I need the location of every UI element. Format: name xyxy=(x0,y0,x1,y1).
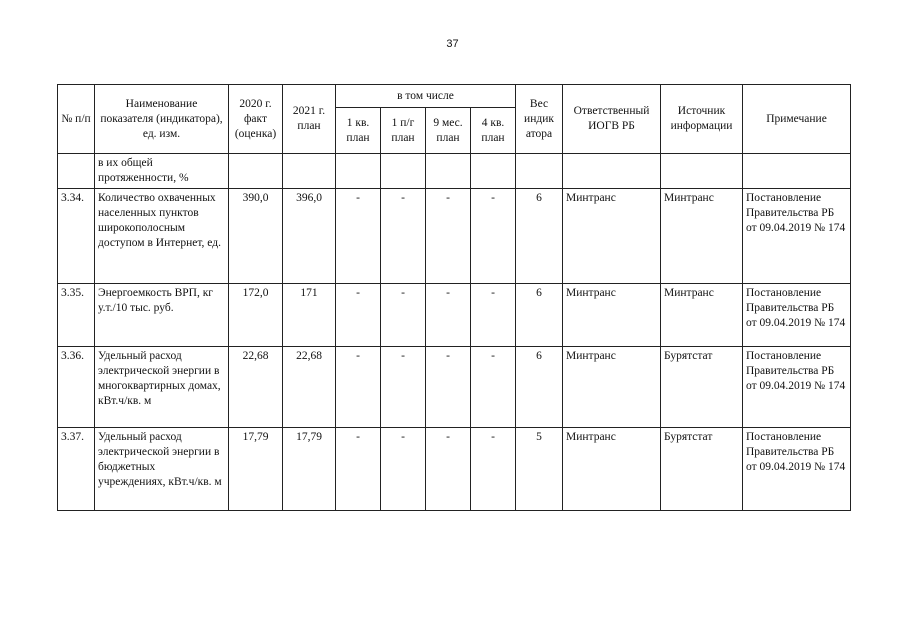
cell-weight: 6 xyxy=(516,347,563,428)
indicators-table xyxy=(57,84,851,511)
cell-responsible xyxy=(563,154,661,189)
cell-fact-2020: 17,79 xyxy=(229,428,283,511)
cell-source: Минтранс xyxy=(661,284,743,347)
header-num: № п/п xyxy=(58,85,95,154)
cell-num: 3.35. xyxy=(58,284,95,347)
cell-h1: - xyxy=(381,284,426,347)
cell-fact-2020: 390,0 xyxy=(229,189,283,284)
header-responsible: Ответственный ИОГВ РБ xyxy=(563,85,661,154)
cell-responsible: Минтранс xyxy=(563,189,661,284)
cell-q1: - xyxy=(336,189,381,284)
header-weight: Вес индик атора xyxy=(516,85,563,154)
cell-name: Количество охваченных населенных пунктов широкополосным доступом в Интернет, ед. xyxy=(95,189,229,284)
cell-num xyxy=(58,154,95,189)
cell-name: Энергоемкость ВРП, кг у.т./10 тыс. руб. xyxy=(95,284,229,347)
header-9m: 9 мес. план xyxy=(426,108,471,154)
cell-9m: - xyxy=(426,347,471,428)
table-row xyxy=(58,428,851,511)
header-row-1 xyxy=(58,85,851,108)
header-source: Источник информации xyxy=(661,85,743,154)
cell-q4: - xyxy=(471,347,516,428)
table-row xyxy=(58,154,851,189)
cell-9m: - xyxy=(426,428,471,511)
cell-num: 3.36. xyxy=(58,347,95,428)
header-name: Наименование показателя (индикатора), ед. изм. xyxy=(95,85,229,154)
header-plan-2021: 2021 г. план xyxy=(283,85,336,154)
cell-note: Постановление Правительства РБ от 09.04.2019 № 174 xyxy=(743,189,851,284)
cell-q1: - xyxy=(336,284,381,347)
header-q4: 4 кв. план xyxy=(471,108,516,154)
cell-plan-2021 xyxy=(283,154,336,189)
cell-responsible: Минтранс xyxy=(563,284,661,347)
cell-plan-2021: 17,79 xyxy=(283,428,336,511)
table-row xyxy=(58,347,851,428)
cell-source: Минтранс xyxy=(661,189,743,284)
cell-fact-2020 xyxy=(229,154,283,189)
cell-q1 xyxy=(336,154,381,189)
cell-plan-2021: 22,68 xyxy=(283,347,336,428)
cell-weight xyxy=(516,154,563,189)
cell-note: Постановление Правительства РБ от 09.04.2019 № 174 xyxy=(743,284,851,347)
cell-name: Удельный расход электрической энергии в многоквартирных домах, кВт.ч/кв. м xyxy=(95,347,229,428)
cell-9m: - xyxy=(426,189,471,284)
cell-note: Постановление Правительства РБ от 09.04.2019 № 174 xyxy=(743,347,851,428)
cell-q4 xyxy=(471,154,516,189)
cell-responsible: Минтранс xyxy=(563,347,661,428)
header-h1: 1 п/г план xyxy=(381,108,426,154)
cell-responsible: Минтранс xyxy=(563,428,661,511)
header-q1: 1 кв. план xyxy=(336,108,381,154)
cell-h1: - xyxy=(381,189,426,284)
cell-source: Бурятстат xyxy=(661,428,743,511)
cell-fact-2020: 172,0 xyxy=(229,284,283,347)
cell-q4: - xyxy=(471,284,516,347)
page-number: 37 xyxy=(446,38,459,50)
header-including: в том числе xyxy=(336,85,516,108)
cell-source xyxy=(661,154,743,189)
cell-plan-2021: 171 xyxy=(283,284,336,347)
table-row xyxy=(58,284,851,347)
cell-plan-2021: 396,0 xyxy=(283,189,336,284)
cell-9m: - xyxy=(426,284,471,347)
cell-note: Постановление Правительства РБ от 09.04.2019 № 174 xyxy=(743,428,851,511)
cell-weight: 5 xyxy=(516,428,563,511)
cell-q1: - xyxy=(336,347,381,428)
cell-source: Бурятстат xyxy=(661,347,743,428)
cell-9m xyxy=(426,154,471,189)
cell-q4: - xyxy=(471,189,516,284)
cell-num: 3.37. xyxy=(58,428,95,511)
table-row xyxy=(58,189,851,284)
cell-fact-2020: 22,68 xyxy=(229,347,283,428)
cell-q4: - xyxy=(471,428,516,511)
cell-num: 3.34. xyxy=(58,189,95,284)
cell-h1 xyxy=(381,154,426,189)
cell-h1: - xyxy=(381,347,426,428)
cell-weight: 6 xyxy=(516,189,563,284)
cell-name: в их общей протяженности, % xyxy=(95,154,229,189)
cell-q1: - xyxy=(336,428,381,511)
cell-weight: 6 xyxy=(516,284,563,347)
cell-h1: - xyxy=(381,428,426,511)
header-note: Примечание xyxy=(743,85,851,154)
cell-name: Удельный расход электрической энергии в бюджетных учреждениях, кВт.ч/кв. м xyxy=(95,428,229,511)
cell-note xyxy=(743,154,851,189)
header-fact-2020: 2020 г. факт (оценка) xyxy=(229,85,283,154)
